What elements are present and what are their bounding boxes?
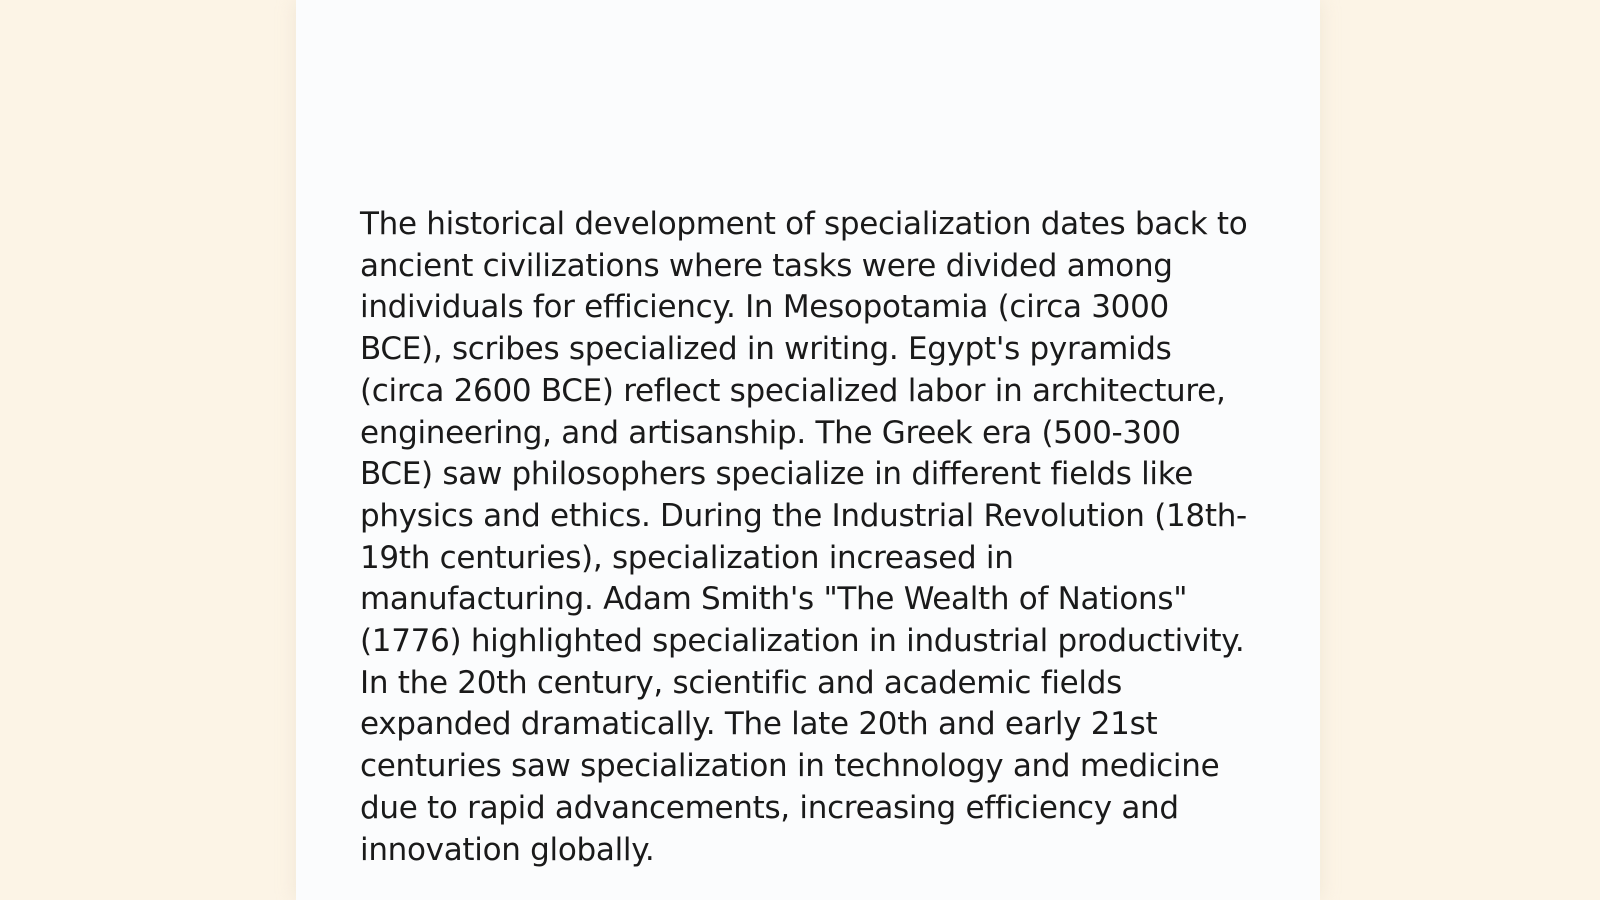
article-paragraph: The historical development of specialization dates back to ancient civilizations where tasks were divided among individuals for efficiency. In Mesopotamia (circa 3000 BCE), scribes specialized in writing. Egypt's pyramids (circa 2600 BCE) reflect specialized labor in architecture, engineering, and artisanship. The Greek era (500-300 BCE) saw philosophers specialize in different fields like physics and ethics. During the Industrial Revolution (18th-19th centuries), specialization increased in manufacturing. Adam Smith's "The Wealth of Nations" (1776) highlighted specialization in industrial productivity. In the 20th century, scientific and academic fields expanded dramatically. The late 20th and early 21st centuries saw specialization in technology and medicine due to rapid advancements, increasing efficiency and innovation globally. <box>360 206 1248 868</box>
